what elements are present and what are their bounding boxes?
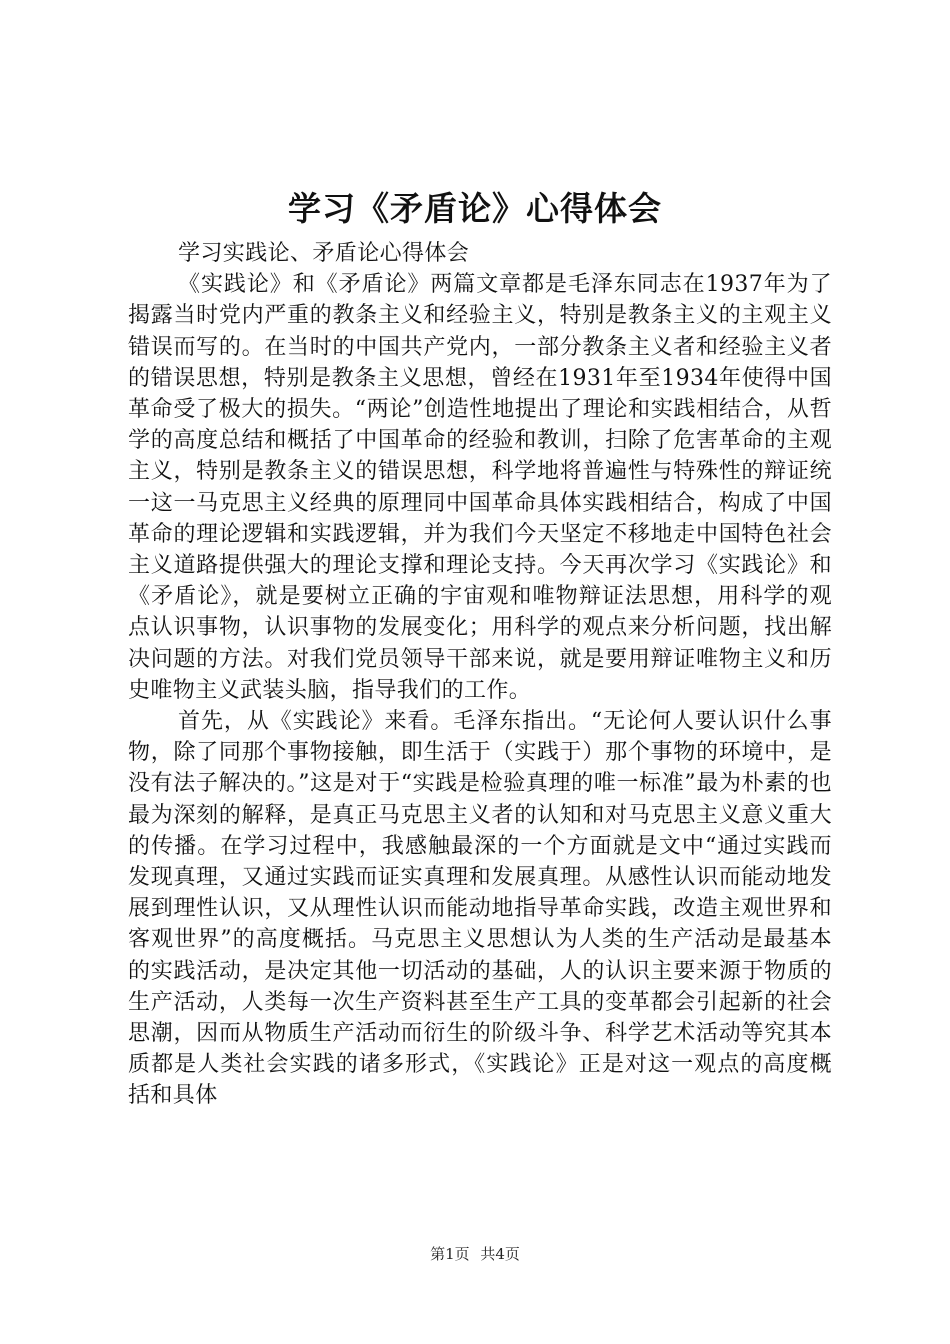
subtitle-paragraph: 学习实践论、矛盾论心得体会 (178, 241, 470, 266)
document-title: 学习《矛盾论》心得体会 (288, 189, 662, 228)
document-body (128, 238, 832, 1112)
body-paragraph: 首先，从《实践论》来看。毛泽东指出。“无论何人要认识什么事物，除了同那个事物接触，即生活于（实践于）那个事物的环境中，是没有法子解决的。”这是对于“实践是检验真理的唯一标准”最为朴素的也最为深刻的解释，是真正马克思主义者的认知和对马克思主义意义重大的传播。在学习过程中，我感触最深的一个方面就是文中“通过实践而发现真理，又通过实践而证实真理和发展真理。从感性认识而能动地发展到理性认识，又从理性认识而能动地指导革命实践，改造主观世界和客观世界”的高度概括。马克思主义思想认为人类的生产活动是最基本的实践活动，是决定其他一切活动的基础，人的认识主要来源于物质的生产活动，人类每一次生产资料甚至生产工具的变革都会引起新的社会思潮，因而从物质生产活动而衍生的阶级斗争、科学艺术活动等究其本质都是人类社会实践的诸多形式，《实践论》正是对这一观点的高度概括和具体 (128, 709, 832, 1109)
page-total: 共4页 (480, 1245, 520, 1263)
page-number: 第1页 (430, 1245, 470, 1263)
body-paragraph: 《实践论》和《矛盾论》两篇文章都是毛泽东同志在1937年为了揭露当时党内严重的教条主义和经验主义，特别是教条主义的主观主义错误而写的。在当时的中国共产党内，一部分教条主义者和经验主义者的错误思想，特别是教条主义思想，曾经在1931年至1934年使得中国革命受了极大的损失。“两论”创造性地提出了理论和实践相结合，从哲学的高度总结和概括了中国革命的经验和教训，扫除了危害革命的主观主义，特别是教条主义的错误思想，科学地将普遍性与特殊性的辩证统一这一马克思主义经典的原理同中国革命具体实践相结合，构成了中国革命的理论逻辑和实践逻辑，并为我们今天坚定不移地走中国特色社会主义道路提供强大的理论支撑和理论支持。今天再次学习《实践论》和《矛盾论》，就是要树立正确的宇宙观和唯物辩证法思想，用科学的观点认识事物，认识事物的发展变化；用科学的观点来分析问题，找出解决问题的方法。对我们党员领导干部来说，就是要用辩证唯物主义和历史唯物主义武装头脑，指导我们的工作。 (128, 272, 832, 703)
page-footer (0, 1244, 950, 1264)
